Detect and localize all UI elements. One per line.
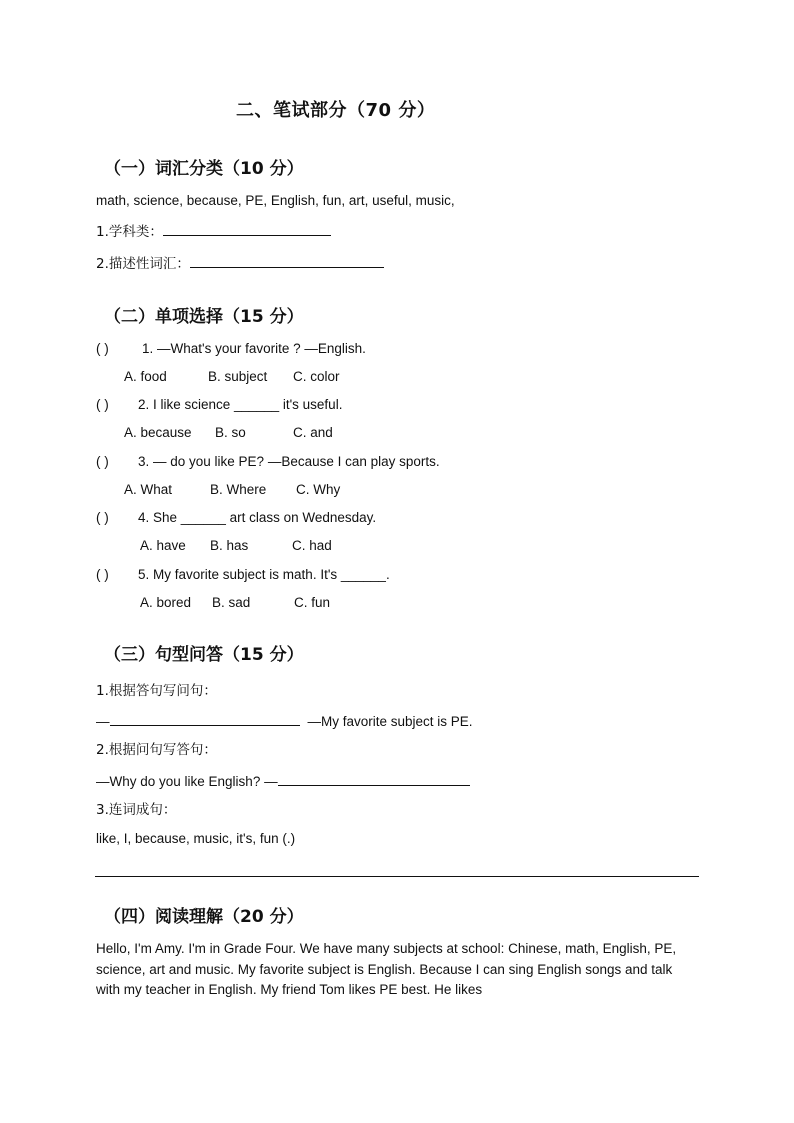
mc-option: A. food bbox=[124, 369, 167, 384]
mc-option: B. subject bbox=[208, 369, 268, 384]
mc-option: C. color bbox=[293, 369, 340, 384]
mc-option: C. Why bbox=[296, 482, 341, 497]
question-text: 2. I like science ______ it's useful. bbox=[138, 397, 343, 412]
mc-option: C. had bbox=[292, 538, 332, 553]
vocab-question-1 bbox=[96, 220, 331, 240]
mc-option: B. so bbox=[215, 425, 246, 440]
mc-question-5 bbox=[96, 567, 390, 582]
vocab-question-2-label: 2.描述性词汇： bbox=[96, 256, 190, 272]
mc-option: C. fun bbox=[294, 595, 331, 610]
mc-question-3 bbox=[96, 454, 440, 469]
question-text: 1. —What's your favorite ? —English. bbox=[142, 341, 366, 356]
mc-option: A. have bbox=[140, 538, 186, 553]
answer-blank[interactable] bbox=[190, 253, 384, 268]
answer-blank[interactable] bbox=[278, 771, 470, 786]
question-text: 4. She ______ art class on Wednesday. bbox=[138, 510, 377, 525]
given-answer: —My favorite subject is PE. bbox=[307, 714, 473, 729]
mc-option: C. and bbox=[293, 425, 333, 440]
word-bank: math, science, because, PE, English, fun, art, useful, music, bbox=[96, 193, 455, 208]
mc-option: B. sad bbox=[212, 595, 251, 610]
mc-question-2 bbox=[96, 397, 342, 412]
sentence-question-1-label: 1.根据答句写问句： bbox=[96, 683, 217, 699]
answer-paren[interactable]: ( ) bbox=[96, 454, 109, 469]
answer-blank[interactable] bbox=[163, 221, 331, 236]
page-title: 二、笔试部分（70 分） bbox=[236, 100, 436, 121]
section-2-heading: （二）单项选择（15 分） bbox=[104, 307, 304, 327]
section-4-heading: （四）阅读理解（20 分） bbox=[104, 907, 304, 927]
mc-option: A. bored bbox=[140, 595, 192, 610]
sentence-question-3-label: 3.连词成句： bbox=[96, 802, 177, 818]
sentence-question-2 bbox=[96, 771, 470, 789]
mc-option: B. has bbox=[210, 538, 249, 553]
question-text: 5. My favorite subject is math. It's ______. bbox=[138, 567, 390, 582]
mc-question-1 bbox=[96, 341, 366, 356]
scrambled-words: like, I, because, music, it's, fun (.) bbox=[96, 831, 296, 846]
question-text: 3. — do you like PE? —Because I can play sports. bbox=[138, 454, 440, 469]
answer-paren[interactable]: ( ) bbox=[96, 341, 109, 356]
reading-passage: Hello, I'm Amy. I'm in Grade Four. We have many subjects at school: Chinese, math, English, PE, science, art and music. My favorite subject is English. Because I can sing English songs and talk with my teacher in English. My friend Tom likes PE best. He likes bbox=[96, 941, 677, 997]
vocab-question-2 bbox=[96, 252, 384, 272]
given-question: —Why do you like English? — bbox=[96, 774, 278, 789]
answer-paren[interactable]: ( ) bbox=[96, 397, 109, 412]
mc-option: A. What bbox=[124, 482, 173, 497]
mc-option: B. Where bbox=[210, 482, 267, 497]
mc-question-4 bbox=[96, 510, 376, 525]
answer-blank[interactable] bbox=[110, 711, 300, 726]
answer-paren[interactable]: ( ) bbox=[96, 567, 109, 582]
section-1-heading: （一）词汇分类（10 分） bbox=[104, 159, 304, 179]
section-divider bbox=[95, 876, 699, 877]
mc-option: A. because bbox=[124, 425, 192, 440]
sentence-question-1 bbox=[96, 711, 473, 729]
section-3-heading: （三）句型问答（15 分） bbox=[104, 645, 304, 665]
sentence-question-2-label: 2.根据问句写答句： bbox=[96, 742, 217, 758]
dash: — bbox=[96, 714, 110, 729]
vocab-question-1-label: 1.学科类： bbox=[96, 224, 163, 240]
answer-paren[interactable]: ( ) bbox=[96, 510, 109, 525]
